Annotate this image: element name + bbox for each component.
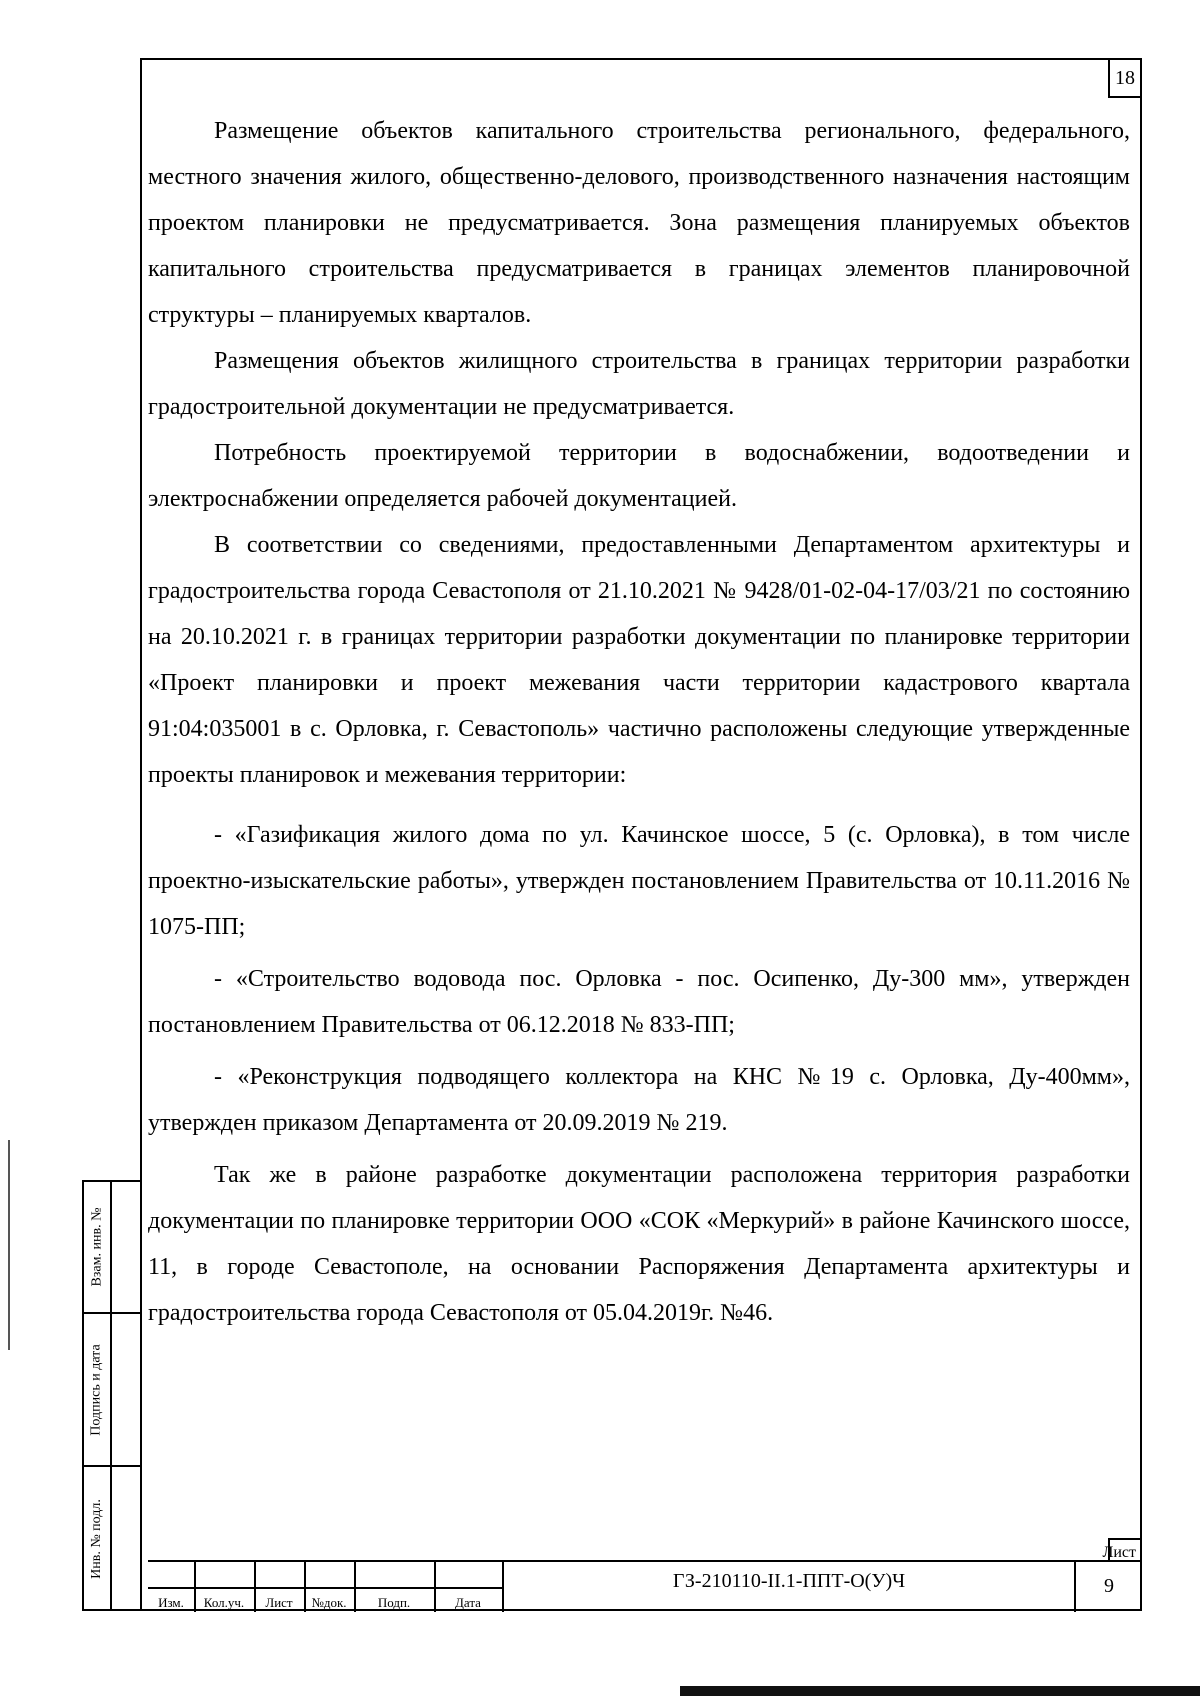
paragraph: Размещения объектов жилищного строительства в границах территории разработки градостроительной документации не предусматривается. [148, 348, 1130, 420]
scan-artifact-line [8, 1140, 10, 1350]
page-number: 18 [1108, 58, 1142, 98]
side-margin-block [82, 1180, 142, 1611]
document-body [148, 108, 1130, 1336]
list-item: - «Газификация жилого дома по ул. Качинское шоссе, 5 (с. Орловка), в том числе проектно-изыскательские работы», утвержден постановлением Правительства от 10.11.2016 № 1075-ПП; [148, 822, 1130, 940]
list-item: - «Реконструкция подводящего коллектора на КНС №19 с. Орловка, Ду-400мм», утвержден приказом Департамента от 20.09.2019 № 219. [148, 1064, 1130, 1136]
side-label-vzam: Взам. инв. № [89, 1207, 104, 1287]
paragraph: Потребность проектируемой территории в водоснабжении, водоотведении и электроснабжении определяется рабочей документацией. [148, 440, 1130, 512]
document-code: ГЗ-210110-II.1-ППТ-О(У)Ч [672, 1570, 906, 1592]
side-label-podpis: Подпись и дата [89, 1343, 105, 1436]
stamp-grid [148, 1562, 504, 1612]
side-divider [110, 1182, 112, 1609]
stamp-col-izm: Изм. [158, 1595, 184, 1610]
paragraph: Так же в районе разработке документации расположена территория разработки документации по планировке территории ООО «СОК «Меркурий» в районе Качинского шоссе, 11, в городе Севастополе, на основании Распоряжения Департамента архитектуры и градостроительства города Севастополя от 05.04.2019г. №46. [148, 1162, 1130, 1326]
list-item: - «Строительство водовода пос. Орловка - пос. Осипенко, Ду-300 мм», утвержден постановлением Правительства от 06.12.2018 № 833-ПП; [148, 966, 1130, 1038]
sheet-label: Лист [1102, 1544, 1136, 1561]
stamp-col-list: Лист [265, 1595, 293, 1610]
scan-artifact-bar [680, 1686, 1200, 1696]
stamp-row-line [148, 1587, 504, 1589]
stamp-col-koluch: Кол.уч. [203, 1595, 245, 1610]
paragraph: В соответствии со сведениями, предоставленными Департаментом архитектуры и градостроительства города Севастополя от 21.10.2021 № 9428/01-02-04-17/03/21 по состоянию на 20.10.2021 г. в границах территории разработки документации по планировке территории «Проект планировки и проект межевания части территории кадастрового квартала 91:04:035001 в с. Орловка, г. Севастополь» частично расположены следующие утвержденные проекты планировок и межевания территории: [148, 532, 1130, 788]
stamp-col-podp: Подп. [377, 1595, 411, 1610]
stamp-col-data: Дата [455, 1595, 481, 1610]
stamp-col-ndok: №док. [311, 1595, 347, 1610]
sheet-number: 9 [1074, 1562, 1142, 1612]
side-label-inv: Инв. № подл. [89, 1499, 104, 1579]
title-block [148, 1544, 1142, 1612]
paragraph: Размещение объектов капитального строительства регионального, федерального, местного значения жилого, общественно-делового, производственного назначения настоящим проектом планировки не предусматривается. Зона размещения планируемых объектов капитального строительства предусматривается в границах элементов планировочной структуры – планируемых кварталов. [148, 118, 1130, 328]
